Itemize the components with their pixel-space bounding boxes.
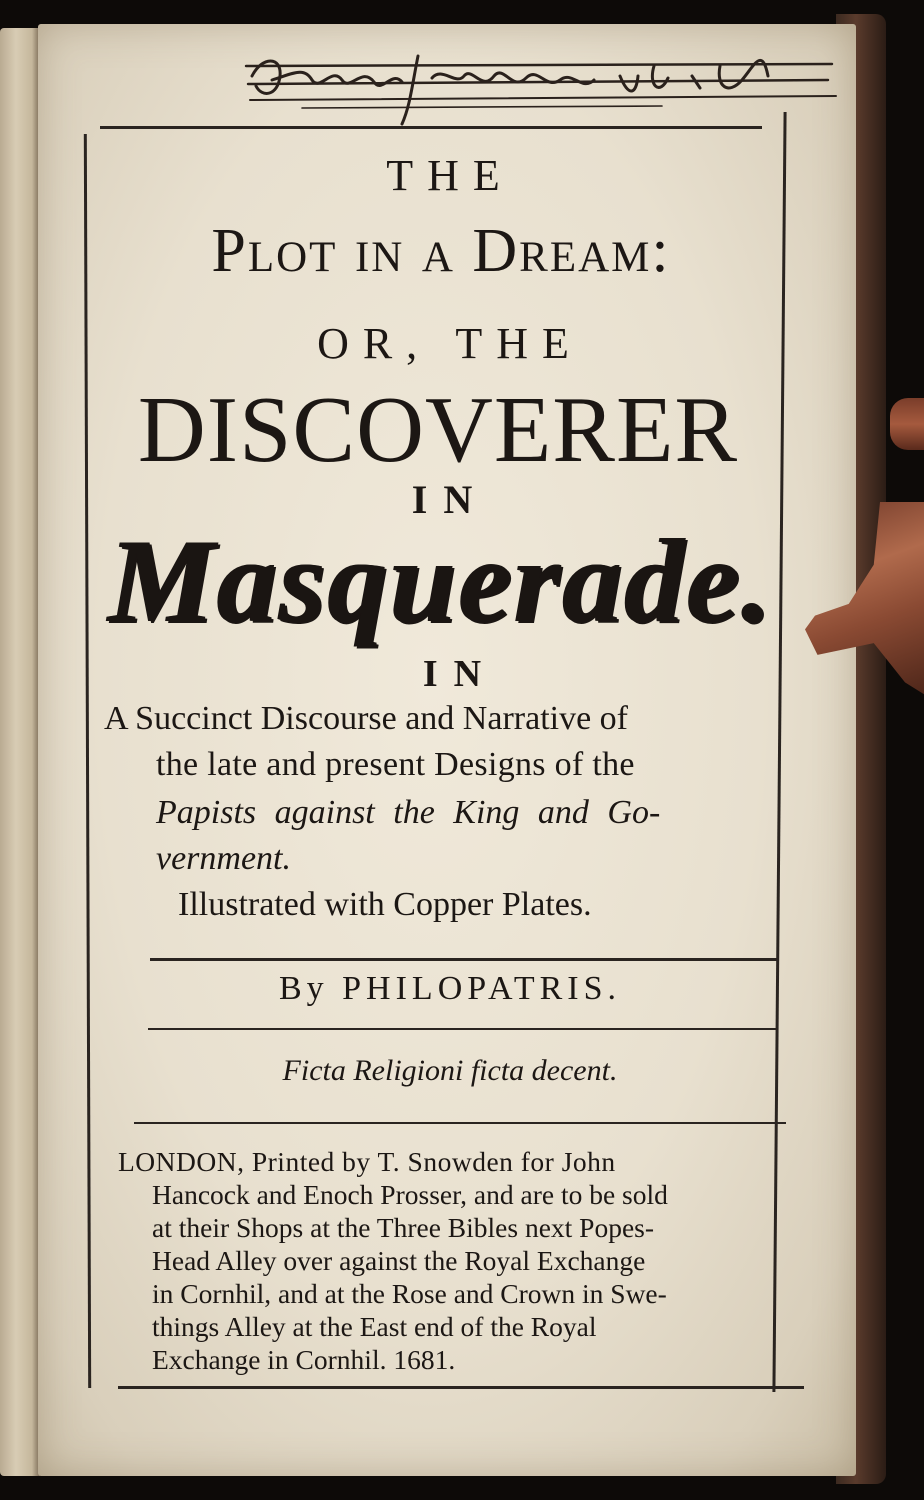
imprint-line: at their Shops at the Three Bibles next Popes- [152, 1212, 655, 1243]
description-line: A Succinct Discourse and Narrative of [104, 700, 628, 737]
imprint-line: in Cornhil, and at the Rose and Crown in Swe- [152, 1278, 667, 1309]
frame-rule-top [100, 126, 762, 129]
divider-rule [148, 1028, 778, 1030]
owner-inscription [242, 36, 842, 132]
inscription-signature-image [242, 36, 842, 132]
title-plot-in-a-dream: Plot in a Dream: [211, 217, 671, 285]
title-masquerade: Masquerade. [108, 514, 774, 647]
title-discoverer: DISCOVERER [137, 378, 739, 482]
title-or-the: OR, THE [317, 319, 583, 368]
author-line: By PHILOPATRIS. [278, 970, 622, 1007]
divider-rule [134, 1122, 786, 1124]
frame-rule-bottom [118, 1386, 804, 1389]
imprint-line: Exchange in Cornhil. 1681. [152, 1344, 456, 1375]
imprint-line: Hancock and Enoch Prosser, and are to be sold [152, 1179, 668, 1210]
imprint-line: LONDON, Printed by T. Snowden for John [118, 1146, 616, 1177]
title-in: IN [411, 477, 489, 522]
clasp-catch [890, 398, 924, 450]
imprint-line: Head Alley over against the Royal Exchange [152, 1245, 646, 1276]
description-line: the late and present Designs of the [156, 746, 635, 783]
description-line: vernment. [156, 840, 292, 877]
description-line: Papists against the King and Go- [156, 794, 661, 831]
subtitle-in: IN [422, 653, 498, 695]
latin-motto: Ficta Religioni ficta decent. [282, 1054, 618, 1087]
description-line: Illustrated with Copper Plates. [178, 886, 592, 923]
facing-page-edge [0, 28, 40, 1476]
divider-rule [150, 958, 778, 961]
title-the: THE [386, 151, 514, 200]
imprint-line: things Alley at the East end of the Royal [152, 1311, 597, 1342]
